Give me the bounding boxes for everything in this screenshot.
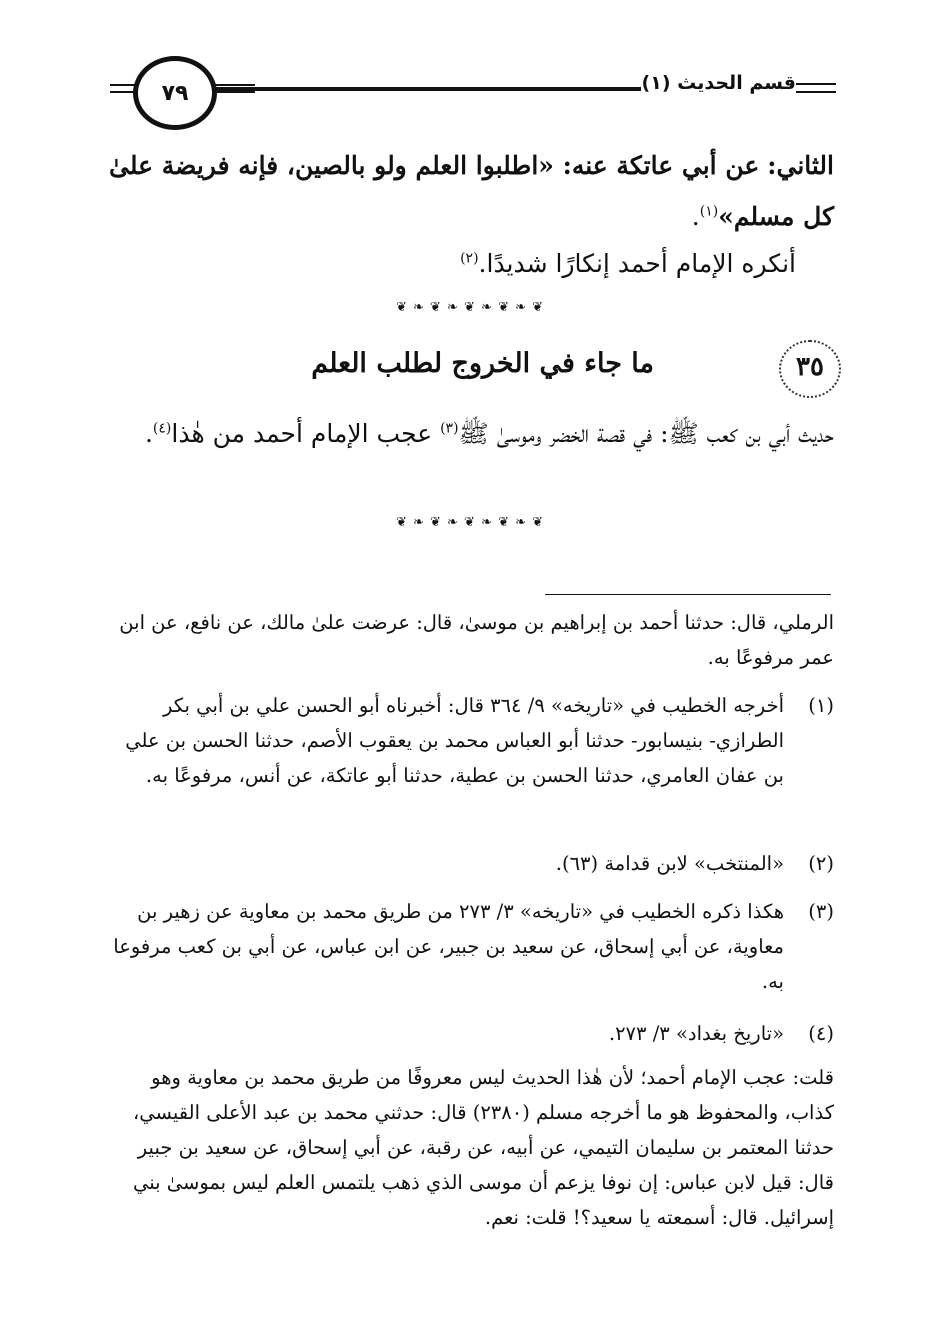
paragraph-text: أنكره الإمام أحمد إنكارًا شديدًا.: [478, 249, 796, 278]
footnote-separator: [545, 594, 831, 595]
running-title: قسم الحديث (١): [641, 72, 796, 94]
footnote-text: «تاريخ بغداد» ٣/ ٢٧٣.: [608, 1022, 784, 1045]
header-rule: [796, 91, 836, 93]
header-rule: [196, 87, 641, 91]
paragraph-text: حديث أبي بن كعب ﷺ: في قصة الخضر وموسىٰ ﷺ: [458, 419, 834, 448]
footnote: [109, 1016, 834, 1051]
page-number: ٧٩: [161, 80, 189, 106]
paragraph-text: عن أبي عاتكة عنه: «اطلبوا العلم ولو بالصين، فإنه فريضة علىٰ كل مسلم»: [109, 151, 834, 231]
section-title: ما جاء في الخروج لطلب العلم: [311, 348, 654, 379]
footnote-number: (٢): [808, 852, 834, 875]
footnote-ref[interactable]: (٤): [152, 420, 172, 437]
footnote-number: (٣): [808, 900, 834, 923]
paragraph: [109, 140, 834, 242]
footnote-ref[interactable]: (١): [699, 203, 719, 220]
section-number: ٣٥: [796, 352, 824, 382]
footnote-number: (٤): [808, 1022, 834, 1045]
paragraph-text: عجب الإمام أحمد من هٰذا: [171, 419, 433, 448]
footnote: [109, 894, 834, 999]
paragraph-lead: الثاني:: [767, 151, 834, 180]
footnote-text: هكذا ذكره الخطيب في «تاريخه» ٣/ ٢٧٣ من طريق محمد بن معاوية عن زهير بن معاوية، عن أبي إسحاق، عن سعيد بن جبير، عن ابن عباس، عن أبي بن كعب مرفوعا به.: [113, 900, 784, 993]
paragraph: [106, 240, 796, 288]
footnote-text: «المنتخب» لابن قدامة (٦٣).: [555, 852, 784, 875]
page-number-badge: [133, 56, 217, 130]
footnote-ref[interactable]: (٢): [460, 250, 479, 267]
footnote-number: (١): [808, 694, 834, 717]
punctuation: .: [144, 419, 153, 448]
ornament-divider: ❦ ❧ ❦ ❧ ❦ ❧ ❦ ❧ ❦: [395, 300, 545, 315]
punctuation: .: [691, 202, 700, 231]
footnote-continuation: الرملي، قال: حدثنا أحمد بن إبراهيم بن موسىٰ، قال: عرضت علىٰ مالك، عن نافع، عن ابن عمر مرفوعًا به.: [119, 611, 834, 669]
footnote: [109, 688, 834, 793]
paragraph: [109, 408, 834, 460]
ornament-divider: ❦ ❧ ❦ ❧ ❦ ❧ ❦ ❧ ❦: [395, 515, 545, 530]
footnote: [109, 846, 834, 881]
header-rule: [796, 83, 836, 85]
footnote-note: قلت: عجب الإمام أحمد؛ لأن هٰذا الحديث ليس معروفًا من طريق محمد بن معاوية وهو كذاب، والمحفوظ هو ما أخرجه مسلم (٢٣٨٠) قال: حدثني محمد بن عبد الأعلى القيسي، حدثنا المعتمر بن سليمان التيمي، عن أبيه، عن رقبة، عن أبي إسحاق، عن سعيد بن جبير قال: قيل لابن عباس: إن نوفا يزعم أن موسى الذي ذهب يلتمس العلم ليس بموسىٰ بني إسرائيل. قال: أسمعته يا سعيد؟! قلت: نعم.: [132, 1066, 834, 1229]
footnote-text: أخرجه الخطيب في «تاريخه» ٩/ ٣٦٤ قال: أخبرناه أبو الحسن علي بن أبي بكر الطرازي- بنيسابور- حدثنا أبو العباس محمد بن يعقوب الأصم، حدثنا الحسن بن علي بن عفان العامري، حدثنا الحسن بن عطية، حدثنا أبو عاتكة، عن أنس، مرفوعًا به.: [125, 694, 784, 787]
footnote-ref[interactable]: (٣): [440, 420, 459, 437]
